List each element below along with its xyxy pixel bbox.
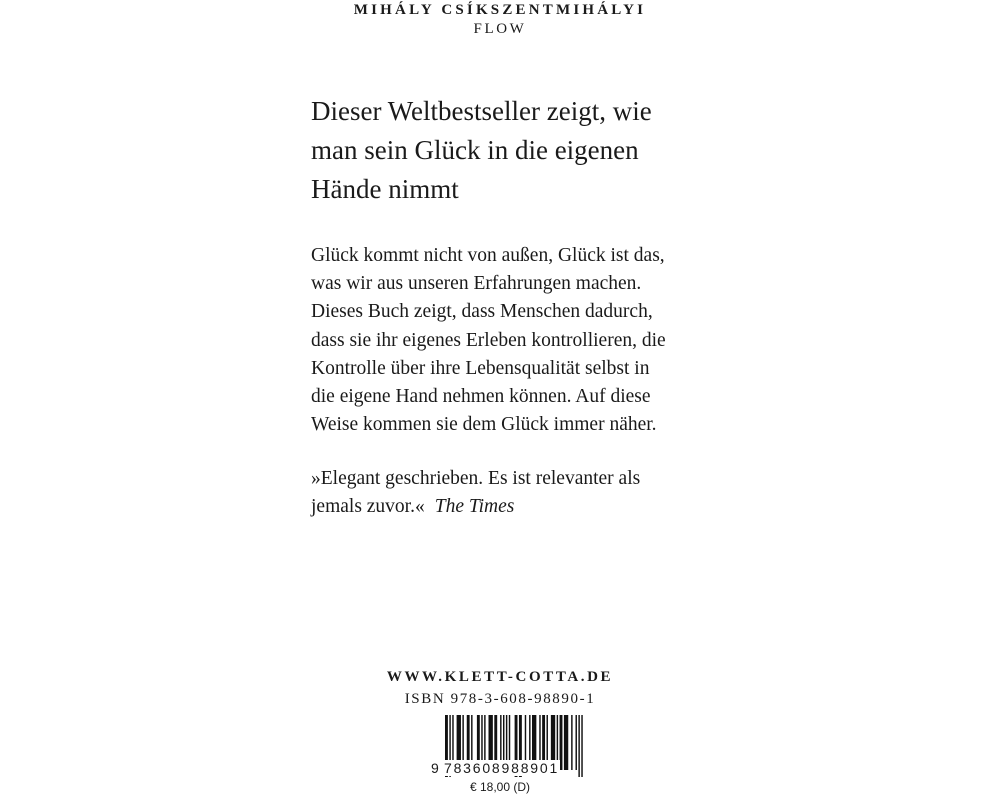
headline-line: Hände nimmt xyxy=(311,174,459,204)
quote-line: »Elegant geschrieben. Es ist relevanter als xyxy=(311,468,641,489)
quote-line xyxy=(311,493,731,521)
quote-text: jemals zuvor.« xyxy=(311,496,425,518)
publisher-website: WWW.KLETT-COTTA.DE xyxy=(386,669,614,685)
barcode-digits xyxy=(431,760,587,776)
blurb-line: Glück kommt nicht von außen, Glück ist das, xyxy=(311,245,665,266)
headline xyxy=(311,92,731,209)
blurb-line: Weise kommen sie dem Glück immer näher. xyxy=(311,414,657,436)
barcode-number: 783608988901 xyxy=(444,760,560,776)
blurb-line: Dieses Buch zeigt, dass Menschen dadurch, xyxy=(311,301,653,323)
quote-source: The Times xyxy=(434,496,515,518)
price-label: € 18,00 (D) xyxy=(469,780,531,794)
book-title: FLOW xyxy=(473,21,527,37)
headline-line: Dieser Weltbestseller zeigt, wie xyxy=(311,96,652,126)
press-quote xyxy=(311,465,731,521)
blurb-line: die eigene Hand nehmen können. Auf diese xyxy=(311,386,651,408)
author-name: MIHÁLY CSÍKSZENTMIHÁLYI xyxy=(353,2,647,18)
barcode-first-digit: 9 xyxy=(431,760,441,776)
blurb-line: Kontrolle über ihre Lebensqualität selbst in xyxy=(311,357,650,379)
blurb-paragraph xyxy=(311,242,731,439)
isbn-number: ISBN 978-3-608-98890-1 xyxy=(404,691,596,707)
headline-line: man sein Glück in die eigenen xyxy=(311,135,639,165)
blurb-line: was wir aus unseren Erfahrungen machen. xyxy=(311,273,642,295)
blurb-line: dass sie ihr eigenes Erleben kontrollieren, die xyxy=(311,329,666,351)
